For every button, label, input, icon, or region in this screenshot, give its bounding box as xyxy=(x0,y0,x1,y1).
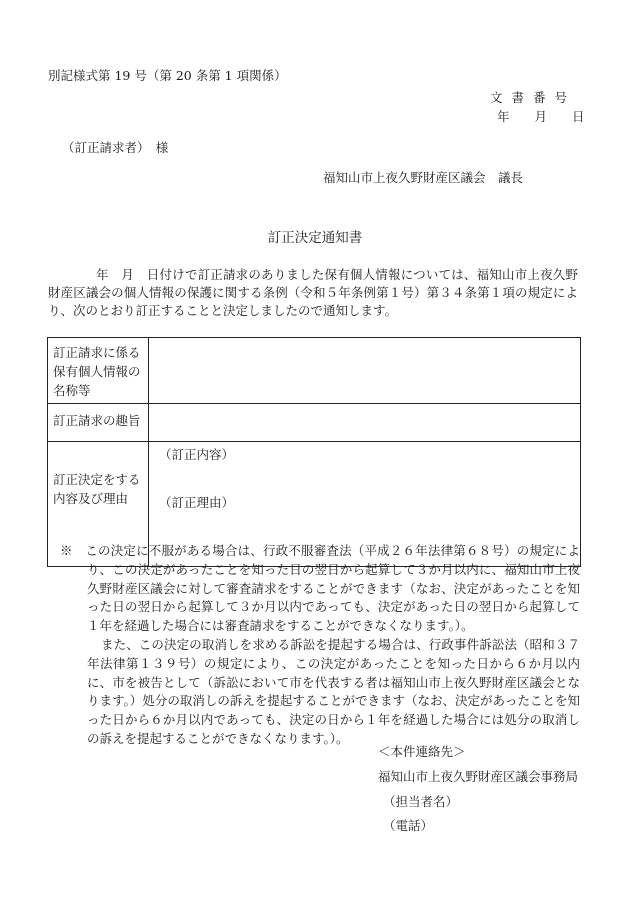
table-row xyxy=(48,404,581,442)
row-label-info-name: 訂正請求に係る保有個人情報の名称等 xyxy=(48,338,149,404)
document-date-label: 年 月 日 xyxy=(497,109,585,124)
contact-phone: （電話） xyxy=(383,818,434,834)
info-name-cell xyxy=(149,338,581,404)
row-label-request-purpose: 訂正請求の趣旨 xyxy=(48,404,149,442)
appeal-notes xyxy=(60,542,580,749)
request-purpose-cell xyxy=(149,404,581,442)
document-title: 訂正決定通知書 xyxy=(267,230,363,246)
note-lawsuit: また、この決定の取消しを求める訴訟を提起する場合は、行政事件訴訟法（昭和３７年法律第１３９号）の規定により、この決定があったことを知った日から６か月以内に、市を被告として（訴訟において市を代表する者は福知山市上夜久野財産区議会となります。）処分の取消しの訴えを提起することができます（なお、決定があったことを知った日から６か月以内であっても、決定の日から１年を経過した場合には処分の取消しの訴えを提起することができなくなります。）。 xyxy=(87,636,580,746)
correction-content-label: （訂正内容） xyxy=(159,447,235,462)
form-reference: 別記様式第 19 号（第 20 条第 1 項関係） xyxy=(48,68,287,83)
recipient-line: （訂正請求者） 様 xyxy=(62,140,169,155)
table-row xyxy=(48,338,581,404)
contact-person: （担当者名） xyxy=(383,793,459,809)
correction-reason-label: （訂正理由） xyxy=(159,495,235,510)
row-label-decision-content: 訂正決定をする内容及び理由 xyxy=(48,442,149,567)
body-paragraph: 年 月 日付けで訂正請求のありました保有個人情報については、福知山市上夜久野財産区議会の個人情報の保護に関する条例（令和５年条例第１号）第３４条第１項の規定により、次のとおり訂正することと決定しましたので通知します。 xyxy=(48,267,578,318)
sender-line: 福知山市上夜久野財産区議会 議長 xyxy=(323,170,524,185)
contact-heading: ＜本件連絡先＞ xyxy=(378,744,466,759)
note-appeal-review: ※ この決定に不服がある場合は、行政不服審査法（平成２６年法律第６８号）の規定により、この決定があったことを知った日の翌日から起算して３か月以内に、福知山市上夜久野財産区議会に対して審査請求をすることができます（なお、決定があったことを知った日の翌日から起算して３か月以内であっても、決定があった日の翌日から起算して１年を経過した場合には審査請求をすることができなくなります。）。 xyxy=(60,543,580,634)
contact-office: 福知山市上夜久野財産区議会事務局 xyxy=(378,768,579,784)
decision-table xyxy=(47,337,581,567)
contact-block xyxy=(378,740,578,839)
document-number-label: 文書番号 xyxy=(490,90,577,105)
